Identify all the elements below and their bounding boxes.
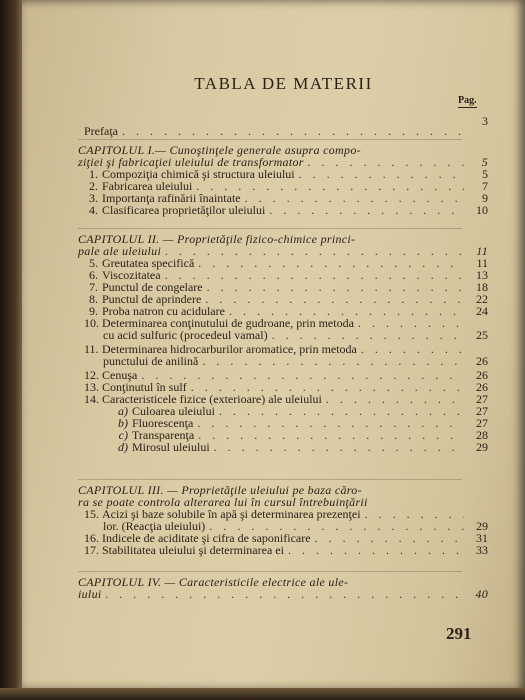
toc-page-number: 24 — [476, 304, 488, 318]
toc-entry-number: 17. — [84, 543, 99, 557]
toc-entry-label: Determinarea hidrocarburilor aromatice, prin metoda — [102, 342, 357, 356]
toc-page-number: 10 — [476, 203, 488, 217]
toc-entry-label: Culoarea uleiului — [132, 404, 215, 418]
toc-entry — [84, 124, 488, 138]
toc-page-number: 11 — [476, 244, 488, 258]
toc-entry-number: 3. — [89, 191, 98, 205]
chapter-separator-rule — [78, 139, 462, 140]
toc-entry-label: ziţiei şi fabricaţiei uleiului de transformator — [78, 155, 304, 169]
toc-page-number: 29 — [476, 440, 488, 454]
toc-entry-label: Prefaţa — [84, 124, 118, 138]
toc-leader-dots — [269, 203, 464, 217]
toc-entry-label: Punctul de congelare — [102, 280, 203, 294]
toc-page-number: 5 — [481, 155, 488, 169]
toc-entry-label: CAPITOLUL II. — Proprietăţile fizico-chimice princi- — [78, 232, 356, 246]
toc-page-number: 3 — [482, 114, 488, 128]
toc-entry-label: Indicele de aciditate şi cifra de saponificare — [102, 531, 311, 545]
toc-entry-number: 14. — [84, 392, 99, 406]
toc-leader-dots — [214, 440, 464, 454]
toc-entry-label: Determinarea conţinutului de gudroane, prin metoda — [102, 316, 354, 330]
toc-entry-number: 9. — [89, 304, 98, 318]
toc-page-number: 7 — [482, 179, 488, 193]
toc-entry-number: 1. — [89, 167, 98, 181]
toc-page-number: 31 — [476, 531, 488, 545]
toc-leader-dots — [122, 124, 464, 138]
toc-entry-label: Mirosul uleiului — [132, 440, 210, 454]
toc-entry-number: c) — [118, 428, 128, 442]
toc-entry-number: 8. — [89, 292, 98, 306]
toc-entry-number: 4. — [89, 203, 98, 217]
toc-entry-label: Greutatea specifică — [102, 256, 195, 270]
toc-page-number: 40 — [475, 587, 488, 601]
toc-entry-label: CAPITOLUL III. — Proprietăţile uleiului pe baza căro- — [78, 483, 362, 497]
toc-entry — [103, 354, 488, 368]
chapter-separator-rule — [78, 479, 462, 480]
toc-entry-number: 11. — [84, 342, 99, 356]
toc-entry — [84, 543, 488, 557]
toc-leader-dots — [202, 354, 464, 368]
toc-entry-label: Transparenţa — [132, 428, 195, 442]
toc-entry-number: 16. — [84, 531, 99, 545]
toc-entry — [84, 203, 488, 217]
toc-entry-number: 2. — [89, 179, 98, 193]
toc-entry-number: 7. — [89, 280, 98, 294]
toc-entry-label: Caracteristicele fizice (exterioare) ale uleiului — [102, 392, 322, 406]
toc-page-number: 26 — [476, 368, 488, 382]
toc-entry-label: ra se poate controla alterarea lui în cursul întrebuinţării — [78, 495, 368, 509]
toc-entry-label: Fabricarea uleiului — [102, 179, 193, 193]
toc-entry-number: 15. — [84, 507, 99, 521]
toc-entry-label: CAPITOLUL IV. — Caracteristicile electrice ale ule- — [78, 575, 349, 589]
toc-page-number: 27 — [476, 392, 488, 406]
toc-entry — [114, 440, 488, 454]
toc-entry-label: Conţinutul în sulf — [102, 380, 187, 394]
toc-page-number: 11 — [476, 256, 488, 270]
toc-entry-label: Proba natron cu acidulare — [102, 304, 225, 318]
toc-page-number: 28 — [476, 428, 488, 442]
toc-page-number: 33 — [476, 543, 488, 557]
toc-entry-label: lor. (Reacţia uleiului) — [103, 519, 206, 533]
toc-entry — [103, 328, 488, 342]
toc-entry-label: punctului de anilină — [103, 354, 199, 368]
toc-entry-number: 10. — [84, 316, 99, 330]
toc-entry-label: cu acid sulfuric (procedeul vamal) — [103, 328, 268, 342]
toc-page-number: 29 — [476, 519, 488, 533]
toc-page-number: 5 — [482, 167, 488, 181]
toc-leader-dots — [272, 328, 464, 342]
toc-entry-label: Viscozitatea — [102, 268, 161, 282]
page-column-header: Pag. — [458, 95, 477, 106]
page-bottom-edge — [0, 688, 525, 700]
toc-entry-label: Importanţa rafinării înaintate — [102, 191, 241, 205]
chapter-separator-rule — [78, 571, 462, 572]
toc-page-number: 26 — [476, 380, 488, 394]
toc-entry-number: 6. — [89, 268, 98, 282]
toc-page-number: 27 — [476, 416, 488, 430]
toc-chapter-line — [78, 587, 488, 601]
toc-leader-dots — [288, 543, 464, 557]
toc-page-number: 13 — [476, 268, 488, 282]
toc-entry-label: Stabilitatea uleiului şi determinarea ei — [102, 543, 284, 557]
toc-entry-number: a) — [118, 404, 128, 418]
toc-entry-label: Fluorescenţa — [132, 416, 194, 430]
toc-entry-label: Acizi şi baze solubile în apă şi determinarea prezenţei — [102, 507, 361, 521]
toc-entry-label: iului — [78, 587, 102, 601]
chapter-separator-rule — [78, 228, 462, 229]
toc-entry-label: pale ale uleiului — [78, 244, 162, 258]
toc-entry-number: b) — [118, 416, 128, 430]
toc-entry-number: 5. — [89, 256, 98, 270]
toc-page-number: 26 — [476, 354, 488, 368]
page-title: TABLA DE MATERII — [194, 74, 373, 93]
toc-page-number: 18 — [476, 280, 488, 294]
toc-entry-label: Cenuşa — [102, 368, 138, 382]
toc-entry-label: CAPITOLUL I.— Cunoştinţele generale asupra compo- — [78, 143, 361, 157]
toc-leader-dots — [106, 587, 464, 601]
toc-entry-label: Clasificarea proprietăţilor uleiului — [102, 203, 266, 217]
toc-entry-label: Punctul de aprindere — [102, 292, 202, 306]
toc-page-number: 25 — [476, 328, 488, 342]
toc-page-number: 9 — [482, 191, 488, 205]
toc-entry-label: Compoziţia chimică şi structura uleiului — [102, 167, 295, 181]
book-spine-shadow — [0, 0, 22, 700]
toc-page-number: 22 — [476, 292, 488, 306]
toc-entry-number: d) — [118, 440, 128, 454]
book-page — [22, 0, 525, 690]
toc-page-number: 27 — [476, 404, 488, 418]
table-of-contents — [22, 0, 525, 690]
toc-entry-number: 12. — [84, 368, 99, 382]
toc-entry-number: 13. — [84, 380, 99, 394]
page-number: 291 — [446, 624, 472, 643]
